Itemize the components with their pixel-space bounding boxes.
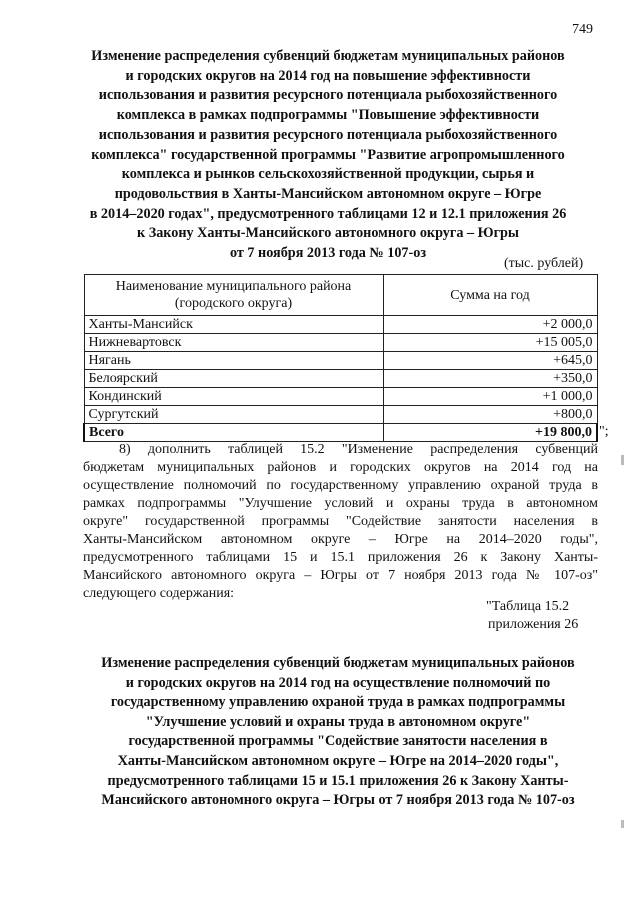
paragraph-line: следующего содержания:	[83, 586, 235, 601]
title-line: Мансийского автономного округа – Югры от 7 ноября 2013 года № 107-оз	[101, 792, 575, 809]
row-value: +15 005,0	[383, 334, 597, 352]
row-value: +645,0	[383, 352, 597, 370]
table-row	[84, 316, 597, 334]
row-value: +350,0	[383, 370, 597, 388]
table-header-row	[84, 275, 597, 316]
paragraph-line: 8) дополнить таблицей 15.2 "Изменение распределения субвенций	[119, 442, 598, 457]
total-name: Всего	[84, 424, 383, 442]
row-value: +1 000,0	[383, 388, 597, 406]
subvention-table	[83, 274, 598, 442]
section-title	[68, 47, 588, 264]
title-line: государственному управлению охраной труда в рамках подпрограммы	[110, 694, 566, 711]
table-row	[84, 370, 597, 388]
paragraph-line: округе" государственной программы "Содействие занятости населения в	[83, 514, 598, 529]
row-name: Кондинский	[84, 388, 383, 406]
paragraph-line: Ханты-Мансийском автономном округе – Югре на 2014–2020 годы",	[83, 532, 598, 547]
row-name: Ханты-Мансийск	[84, 316, 383, 334]
paragraph-line: Мансийского автономного округа – Югры от 7 ноября 2013 года № 107-оз"	[83, 568, 598, 583]
table-reference	[486, 598, 578, 634]
column-header-sum: Сумма на год	[383, 275, 597, 316]
scan-artifact	[621, 820, 624, 828]
second-title	[68, 654, 608, 811]
table-total-row	[84, 424, 597, 442]
closing-quote: ";	[599, 424, 609, 439]
page-number: 749	[572, 22, 593, 37]
column-header-name	[84, 275, 383, 316]
total-value: +19 800,0	[383, 424, 597, 442]
title-line: комплекса и рынков сельскохозяйственной продукции, сырья и	[121, 166, 535, 183]
title-line: "Улучшение условий и охраны труда в автономном округе"	[145, 713, 531, 730]
title-line: Изменение распределения субвенций бюджетам муниципальных районов	[91, 48, 565, 64]
header-name-line: Наименование муниципального района	[115, 279, 352, 294]
title-line: продовольствия в Ханты-Мансийском автономном округе – Югре	[114, 185, 542, 202]
title-line: предусмотренного таблицами 15 и 15.1 приложения 26 к Закону Ханты-	[107, 772, 569, 789]
paragraph-line: бюджетам муниципальных районов и городских округов на 2014 год на	[83, 460, 598, 475]
title-line: и городских округов на 2014 год на повышение эффективности	[125, 67, 531, 84]
title-line: в 2014–2020 годах", предусмотренного таблицами 12 и 12.1 приложения 26	[89, 205, 567, 222]
row-name: Нижневартовск	[84, 334, 383, 352]
table-row	[84, 406, 597, 424]
amendment-paragraph	[83, 441, 598, 603]
row-name: Белоярский	[84, 370, 383, 388]
table-row	[84, 388, 597, 406]
table-ref-line: приложения 26	[488, 617, 579, 632]
paragraph-line: осуществление полномочий по государственному управлению охраной труда в	[83, 478, 598, 493]
title-line: комплекса" государственной программы "Развитие агропромышленного	[91, 146, 565, 163]
table-row	[84, 334, 597, 352]
row-name: Сургутский	[84, 406, 383, 424]
table-ref-line: "Таблица 15.2	[486, 599, 570, 614]
title-line: и городских округов на 2014 год на осуществление полномочий по	[125, 674, 551, 691]
title-line: Изменение распределения субвенций бюджетам муниципальных районов	[101, 655, 575, 671]
title-line: к Закону Ханты-Мансийского автономного округа – Югры	[136, 225, 519, 242]
scan-artifact	[621, 455, 624, 465]
title-line: использования и развития ресурсного потенциала рыбохозяйственного	[98, 126, 558, 143]
header-name-line: (городского округа)	[174, 296, 293, 311]
title-line: от 7 ноября 2013 года № 107-оз	[229, 245, 427, 262]
row-value: +800,0	[383, 406, 597, 424]
title-line: использования и развития ресурсного потенциала рыбохозяйственного	[98, 87, 558, 104]
title-line: Ханты-Мансийском автономном округе – Югре на 2014–2020 годы",	[117, 752, 559, 769]
row-value: +2 000,0	[383, 316, 597, 334]
units-label: (тыс. рублей)	[504, 256, 584, 271]
row-name: Нягань	[84, 352, 383, 370]
table-row	[84, 352, 597, 370]
paragraph-line: рамках подпрограммы "Улучшение условий и охраны труда в автономном	[83, 496, 598, 511]
paragraph-line: предусмотренного таблицами 15 и 15.1 приложения 26 к Закону Ханты-	[83, 550, 598, 565]
title-line: государственной программы "Содействие занятости населения в	[128, 733, 548, 750]
title-line: комплекса в рамках подпрограммы "Повышение эффективности	[116, 107, 540, 124]
